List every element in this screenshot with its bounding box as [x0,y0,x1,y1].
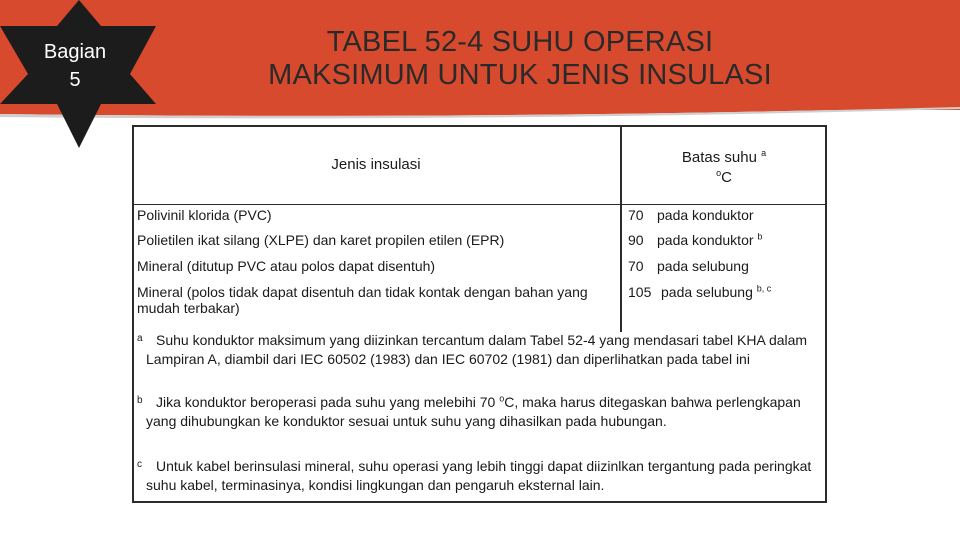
footnote-degree-sup: o [499,393,505,404]
section-badge [30,38,120,94]
table-row-limit [628,284,824,300]
header-unit: C [721,169,732,186]
header-temp-label: Batas suhu [681,149,757,166]
footnote-text [137,393,822,431]
column-divider [620,125,622,332]
header-temp-sup: a [761,148,767,158]
limit-value: 90 [628,232,644,248]
limit-text: pada selubung [657,258,749,274]
header-divider [132,204,827,205]
table-row-type: Polietilen ikat silang (XLPE) dan karet propilen etilen (EPR) [137,232,505,248]
badge-number: 5 [69,69,81,91]
footnote-mark: a [137,333,143,344]
footnote-text-part2: C, maka harus ditegaskan bahwa perlengkapan yang dihubungkan ke konduktor sesuai untuk suhu yang dihasilkan pada hubungan. [146,394,801,429]
footnote-mark: c [137,459,142,470]
table-row-limit [628,232,824,248]
footnote-c [137,457,822,495]
limit-text: pada konduktor [657,207,754,223]
column-header-insulation-type: Jenis insulasi [331,156,421,173]
footnote-text: Suhu konduktor maksimum yang diizinkan tercantum dalam Tabel 52-4 yang mendasari tabel KHA dalam Lampiran A, diambil dari IEC 60502 (1983) dan IEC 60702 (1981) dan diperlihatkan pada tabel ini [146,332,808,367]
footnote-b [137,393,822,431]
page-title [200,26,840,92]
table-row-limit [628,207,824,223]
header-degree-sup: o [716,168,722,178]
table-row-limit [628,258,824,274]
title-line-2: MAKSIMUM UNTUK JENIS INSULASI [268,59,772,91]
limit-sup: b, c [756,283,772,294]
footnote-mark: b [137,395,143,406]
limit-text: pada konduktor [657,232,754,248]
title-line-1: TABEL 52-4 SUHU OPERASI [326,26,714,58]
table-row-type: Mineral (polos tidak dapat disentuh dan tidak kontak dengan bahan yang mudah terbakar) [137,284,588,316]
limit-value: 105 [628,284,652,300]
limit-text: pada selubung [661,284,753,300]
table-row-type: Polivinil klorida (PVC) [137,207,272,223]
footnote-text: Untuk kabel berinsulasi mineral, suhu operasi yang lebih tinggi dapat diizinlkan tergantung pada peringkat suhu kabel, terminasinya, kondisi lingkungan dan pengaruh eksternal lain. [146,458,812,493]
badge-label: Bagian [43,41,107,63]
limit-value: 70 [628,207,644,223]
footnote-text-part1: Jika konduktor beroperasi pada suhu yang melebihi 70 [156,394,500,410]
column-header-temperature-limit [624,148,824,188]
limit-value: 70 [628,258,644,274]
table-row-type: Mineral (ditutup PVC atau polos dapat disentuh) [137,258,436,274]
limit-sup: b [757,231,763,242]
footnote-a [137,331,822,369]
